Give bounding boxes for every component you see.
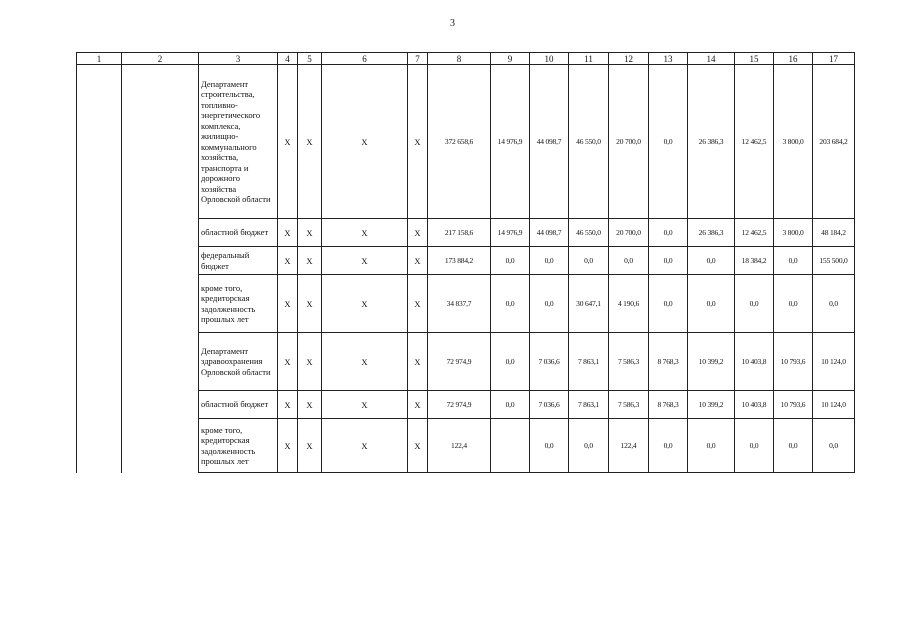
x-mark-cell: X	[408, 65, 428, 219]
header-cell: 2	[122, 53, 199, 65]
value-cell: 0,0	[491, 275, 530, 333]
row-label: Департамент здравоохранения Орловской области	[199, 333, 278, 391]
x-mark-cell: X	[408, 391, 428, 419]
value-cell: 0,0	[649, 247, 688, 275]
value-cell: 10 403,8	[735, 333, 774, 391]
x-mark-cell: X	[322, 333, 408, 391]
x-mark-cell: X	[408, 419, 428, 473]
value-cell: 46 550,0	[569, 65, 609, 219]
value-cell: 72 974,9	[428, 391, 491, 419]
x-mark-cell: X	[322, 219, 408, 247]
value-cell: 7 036,6	[530, 391, 569, 419]
header-cell: 17	[813, 53, 855, 65]
row-label: федеральный бюджет	[199, 247, 278, 275]
value-cell: 0,0	[813, 419, 855, 473]
value-cell: 0,0	[491, 333, 530, 391]
x-mark-cell: X	[278, 65, 298, 219]
x-mark-cell: X	[298, 219, 322, 247]
value-cell: 0,0	[530, 275, 569, 333]
x-mark-cell: X	[278, 333, 298, 391]
x-mark-cell: X	[322, 419, 408, 473]
value-cell: 0,0	[569, 247, 609, 275]
value-cell: 0,0	[774, 247, 813, 275]
value-cell: 3 800,0	[774, 65, 813, 219]
value-cell: 20 700,0	[609, 65, 649, 219]
value-cell	[491, 419, 530, 473]
value-cell: 30 647,1	[569, 275, 609, 333]
col1-blank-cell	[77, 65, 122, 473]
value-cell: 0,0	[649, 419, 688, 473]
value-cell: 12 462,5	[735, 219, 774, 247]
value-cell: 0,0	[735, 275, 774, 333]
value-cell: 18 384,2	[735, 247, 774, 275]
x-mark-cell: X	[322, 275, 408, 333]
value-cell: 0,0	[609, 247, 649, 275]
value-cell: 7 586,3	[609, 333, 649, 391]
x-mark-cell: X	[278, 275, 298, 333]
x-mark-cell: X	[408, 333, 428, 391]
header-cell: 1	[77, 53, 122, 65]
x-mark-cell: X	[298, 65, 322, 219]
value-cell: 0,0	[774, 275, 813, 333]
value-cell: 0,0	[569, 419, 609, 473]
header-cell: 3	[199, 53, 278, 65]
value-cell: 0,0	[688, 247, 735, 275]
x-mark-cell: X	[298, 391, 322, 419]
value-cell: 7 586,3	[609, 391, 649, 419]
row-label: кроме того, кредиторская задолженность прошлых лет	[199, 419, 278, 473]
value-cell: 44 098,7	[530, 65, 569, 219]
value-cell: 155 500,0	[813, 247, 855, 275]
value-cell: 10 124,0	[813, 391, 855, 419]
value-cell: 173 884,2	[428, 247, 491, 275]
header-cell: 16	[774, 53, 813, 65]
header-cell: 9	[491, 53, 530, 65]
value-cell: 203 684,2	[813, 65, 855, 219]
x-mark-cell: X	[298, 333, 322, 391]
x-mark-cell: X	[278, 219, 298, 247]
header-cell: 7	[408, 53, 428, 65]
value-cell: 10 399,2	[688, 333, 735, 391]
value-cell: 10 124,0	[813, 333, 855, 391]
x-mark-cell: X	[278, 247, 298, 275]
header-cell: 6	[322, 53, 408, 65]
value-cell: 7 863,1	[569, 333, 609, 391]
table-row	[77, 65, 855, 219]
value-cell: 34 837,7	[428, 275, 491, 333]
value-cell: 8 768,3	[649, 333, 688, 391]
value-cell: 10 793,6	[774, 391, 813, 419]
value-cell: 48 184,2	[813, 219, 855, 247]
value-cell: 7 863,1	[569, 391, 609, 419]
row-label: Департамент строительства, топливно-энергетического комплекса, жилищно-коммунального хозяйства, транспорта и дорожного хозяйства Орловской области	[199, 65, 278, 219]
header-row	[77, 53, 855, 65]
x-mark-cell: X	[322, 65, 408, 219]
x-mark-cell: X	[298, 275, 322, 333]
x-mark-cell: X	[408, 247, 428, 275]
col2-blank-cell	[122, 65, 199, 473]
value-cell: 0,0	[491, 247, 530, 275]
header-cell: 11	[569, 53, 609, 65]
value-cell: 10 399,2	[688, 391, 735, 419]
value-cell: 0,0	[688, 419, 735, 473]
budget-table	[76, 52, 855, 473]
value-cell: 46 550,0	[569, 219, 609, 247]
header-cell: 13	[649, 53, 688, 65]
value-cell: 10 793,6	[774, 333, 813, 391]
row-label: кроме того, кредиторская задолженность прошлых лет	[199, 275, 278, 333]
header-cell: 12	[609, 53, 649, 65]
value-cell: 0,0	[649, 65, 688, 219]
x-mark-cell: X	[278, 419, 298, 473]
header-cell: 8	[428, 53, 491, 65]
value-cell: 0,0	[813, 275, 855, 333]
value-cell: 0,0	[649, 275, 688, 333]
value-cell: 0,0	[774, 419, 813, 473]
x-mark-cell: X	[322, 391, 408, 419]
x-mark-cell: X	[298, 419, 322, 473]
value-cell: 7 036,6	[530, 333, 569, 391]
value-cell: 26 386,3	[688, 65, 735, 219]
value-cell: 10 403,8	[735, 391, 774, 419]
row-label: областной бюджет	[199, 219, 278, 247]
value-cell: 0,0	[530, 419, 569, 473]
value-cell: 8 768,3	[649, 391, 688, 419]
value-cell: 0,0	[735, 419, 774, 473]
value-cell: 20 700,0	[609, 219, 649, 247]
value-cell: 0,0	[530, 247, 569, 275]
header-cell: 10	[530, 53, 569, 65]
row-label: областной бюджет	[199, 391, 278, 419]
x-mark-cell: X	[408, 219, 428, 247]
value-cell: 44 098,7	[530, 219, 569, 247]
x-mark-cell: X	[322, 247, 408, 275]
x-mark-cell: X	[278, 391, 298, 419]
header-cell: 5	[298, 53, 322, 65]
value-cell: 72 974,9	[428, 333, 491, 391]
x-mark-cell: X	[408, 275, 428, 333]
value-cell: 0,0	[491, 391, 530, 419]
value-cell: 12 462,5	[735, 65, 774, 219]
value-cell: 0,0	[649, 219, 688, 247]
value-cell: 0,0	[688, 275, 735, 333]
header-cell: 14	[688, 53, 735, 65]
header-cell: 15	[735, 53, 774, 65]
page-number: 3	[450, 18, 455, 29]
x-mark-cell: X	[298, 247, 322, 275]
value-cell: 3 800,0	[774, 219, 813, 247]
header-cell: 4	[278, 53, 298, 65]
value-cell: 4 190,6	[609, 275, 649, 333]
value-cell: 14 976,9	[491, 219, 530, 247]
value-cell: 26 386,3	[688, 219, 735, 247]
value-cell: 217 158,6	[428, 219, 491, 247]
value-cell: 122,4	[609, 419, 649, 473]
value-cell: 122,4	[428, 419, 491, 473]
value-cell: 372 658,6	[428, 65, 491, 219]
value-cell: 14 976,9	[491, 65, 530, 219]
